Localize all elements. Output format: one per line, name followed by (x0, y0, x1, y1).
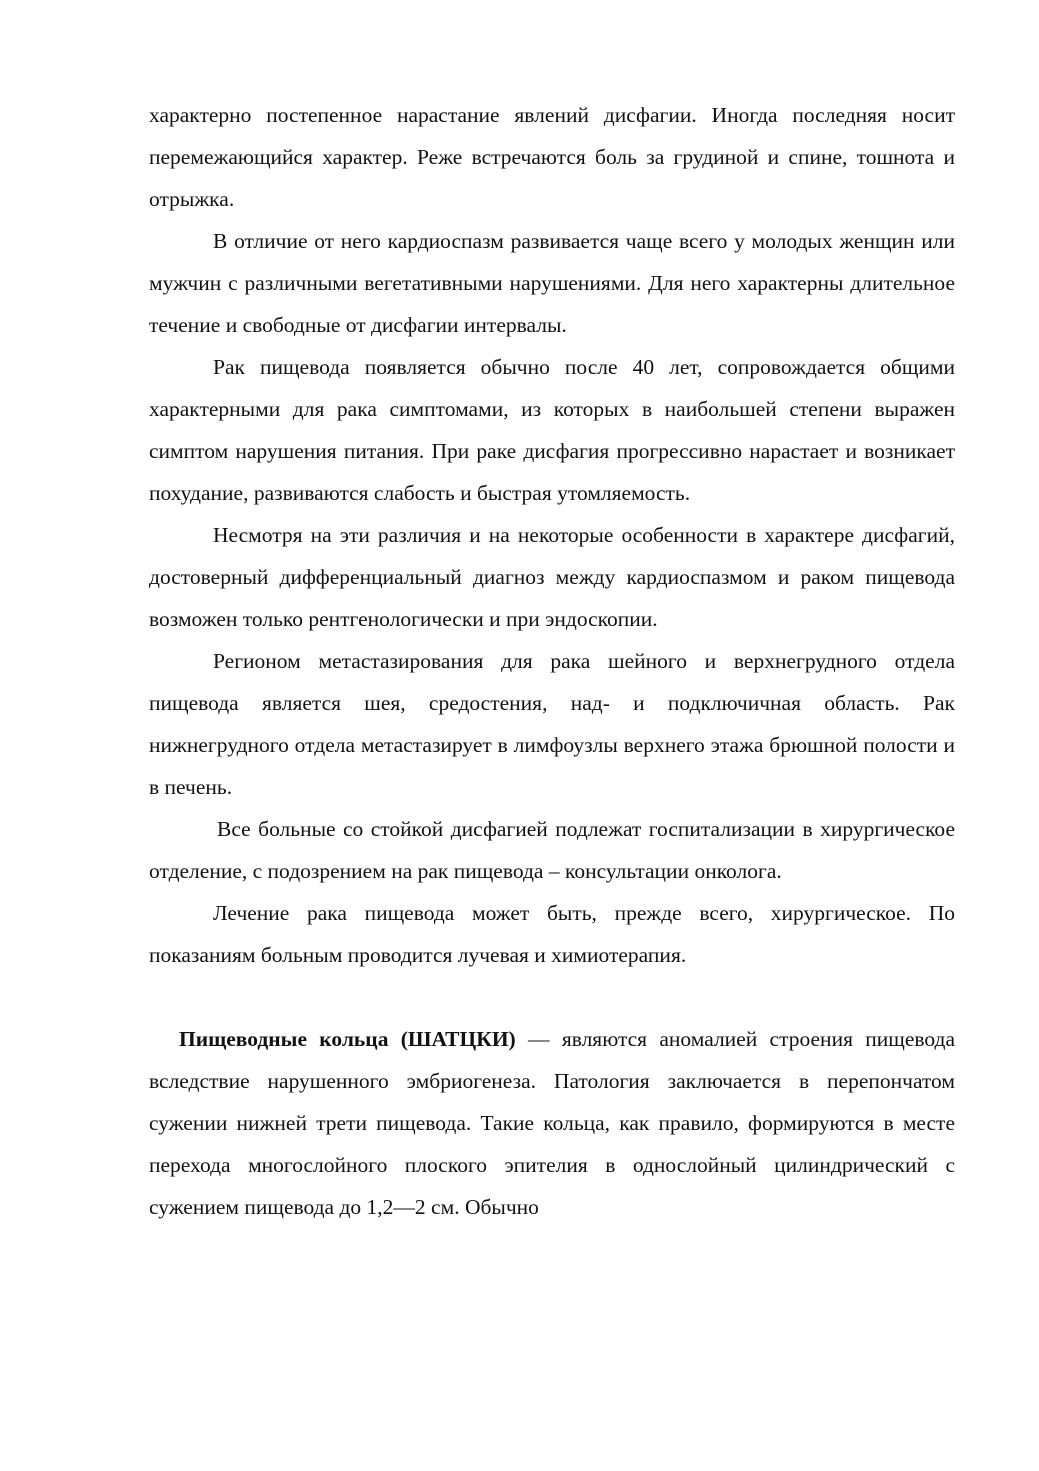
paragraph-hospitalization: Все больные со стойкой дисфагией подлежат госпитализации в хирургическое отделение, с подозрением на рак пищевода – консультации онколога. (149, 817, 955, 883)
paragraph-treatment: Лечение рака пищевода может быть, прежде всего, хирургическое. По показаниям больным проводится лучевая и химиотерапия. (149, 901, 955, 967)
paragraph-metastasis-regions: Регионом метастазирования для рака шейного и верхнегрудного отдела пищевода является шея, средостения, над- и подключичная область. Рак нижнегрудного отдела метастазирует в лимфоузлы верхнего этажа брюшной полости и в печень. (149, 649, 955, 799)
paragraph-differential-diagnosis: Несмотря на эти различия и на некоторые особенности в характере дисфагий, достоверный дифференциальный диагноз между кардиоспазмом и раком пищевода возможен только рентгенологически и при эндоскопии. (149, 523, 955, 631)
section-text: — являются аномалией строения пищевода вследствие нарушенного эмбриогенеза. Патология заключается в перепончатом сужении нижней трети пищевода. Такие кольца, как правило, формируются в месте перехода многослойного плоского эпителия в однослойный цилиндрический с сужением пищевода до 1,2—2 см. Обычно (149, 1027, 955, 1219)
paragraph-esophageal-cancer: Рак пищевода появляется обычно после 40 лет, сопровождается общими характерными для рака симптомами, из которых в наибольшей степени выражен симптом нарушения питания. При раке дисфагия прогрессивно нарастает и возникает похудание, развиваются слабость и быстрая утомляемость. (149, 355, 955, 505)
paragraph-cardiospasm: В отличие от него кардиоспазм развивается чаще всего у молодых женщин или мужчин с различными вегетативными нарушениями. Для него характерны длительное течение и свободные от дисфагии интервалы. (149, 229, 955, 337)
section-term: Пищеводные кольца (ШАТЦКИ) (179, 1027, 516, 1051)
paragraph-schatzki-rings (149, 1018, 955, 1228)
paragraph-dysphagia-progression: характерно постепенное нарастание явлений дисфагии. Иногда последняя носит перемежающийся характер. Реже встречаются боль за грудиной и спине, тошнота и отрыжка. (149, 103, 955, 211)
document-body (149, 94, 955, 1228)
